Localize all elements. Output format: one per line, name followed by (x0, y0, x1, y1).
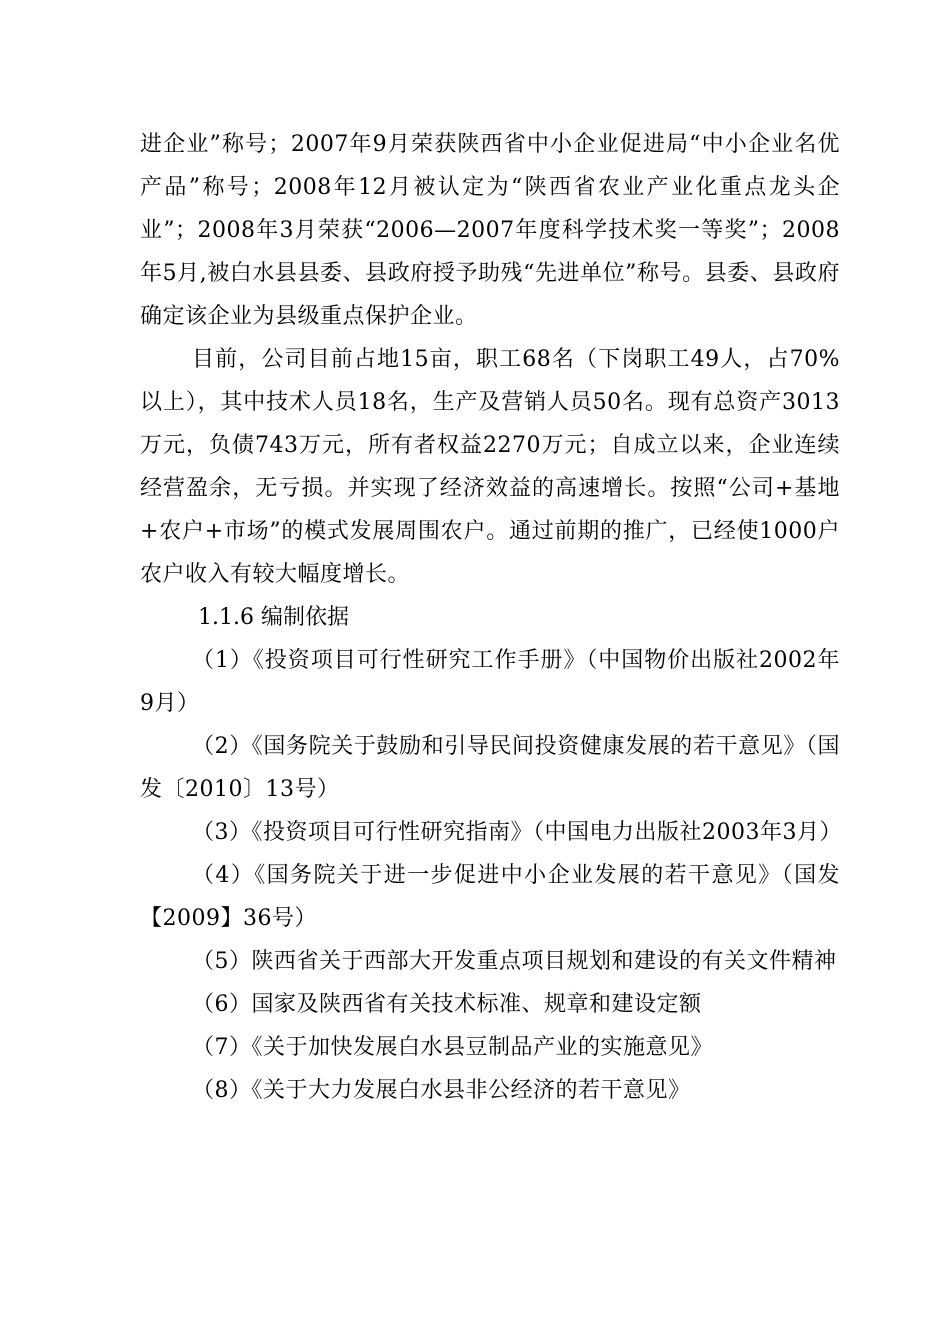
paragraph-honors: 进企业”称号；2007年9月荣获陕西省中小企业促进局“中小企业名优产品”称号；2008年12月被认定为“陕西省农业产业化重点龙头企业”；2008年3月荣获“2006—2007年度科学技术奖一等奖”；2008年5月,被白水县县委、县政府授予助残“先进单位”称号。县委、县政府确定该企业为县级重点保护企业。 (140, 132, 840, 329)
reference-item-3: （3）《投资项目可行性研究指南》（中国电力出版社2003年3月） (192, 820, 842, 845)
reference-item-7: （7）《关于加快发展白水县豆制品产业的实施意见》 (192, 1035, 713, 1060)
reference-item-4: （4）《国务院关于进一步促进中小企业发展的若干意见》（国发【2009】36号） (140, 863, 840, 931)
reference-item-6: （6）国家及陕西省有关技术标准、规章和建设定额 (192, 992, 702, 1017)
reference-item-5: （5）陕西省关于西部大开发重点项目规划和建设的有关文件精神 (192, 949, 837, 974)
reference-item-1: （1）《投资项目可行性研究工作手册》（中国物价出版社2002年9月） (140, 648, 840, 716)
reference-item-8: （8）《关于大力发展白水县非公经济的若干意见》 (192, 1078, 691, 1103)
section-heading: 1.1.6 编制依据 (198, 605, 349, 630)
reference-item-2: （2）《国务院关于鼓励和引导民间投资健康发展的若干意见》（国发〔2010〕13号） (140, 734, 840, 802)
document-body (140, 123, 840, 1112)
paragraph-company-status: 目前，公司目前占地15亩，职工68名（下岗职工49人，占70%以上），其中技术人员18名，生产及营销人员50名。现有总资产3013万元，负债743万元，所有者权益2270万元；自成立以来，企业连续经营盈余，无亏损。并实现了经济效益的高速增长。按照“公司+基地+农户+市场”的模式发展周围农户。通过前期的推广，已经使1000户农户收入有较大幅度增长。 (140, 347, 840, 587)
